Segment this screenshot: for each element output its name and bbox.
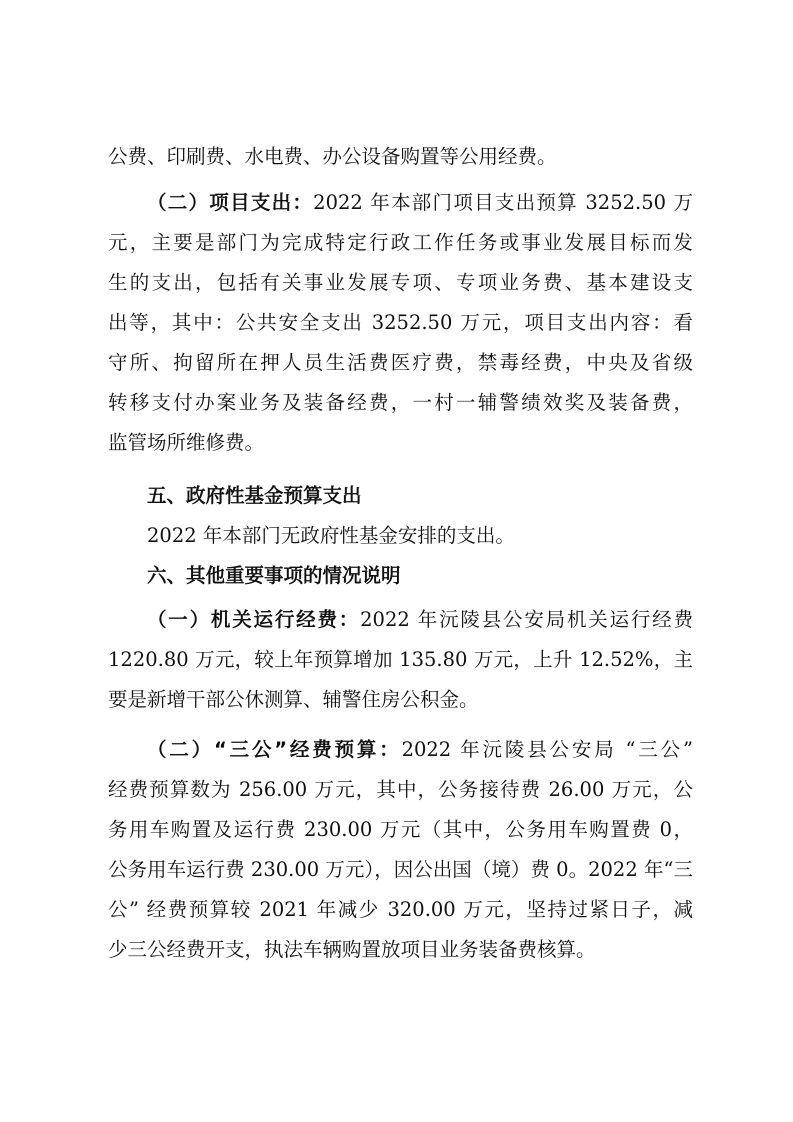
- paragraph-line: 转移支付办案业务及装备经费，一村一辅警绩效奖及装备费，: [108, 391, 693, 414]
- paragraph-line: 务用车购置及运行费 230.00 万元（其中，公务用车购置费 0，: [108, 818, 693, 841]
- paragraph-line: 元，主要是部门为完成特定行政工作任务或事业发展目标而发: [108, 231, 693, 254]
- paragraph-line: [147, 605, 693, 635]
- paragraph-line: 2022 年本部门无政府性基金安排的支出。: [147, 524, 515, 547]
- section-label: （一）机关运行经费：: [147, 608, 361, 631]
- paragraph-line: 1220.80 万元，较上年预算增加 135.80 万元，上升 12.52%，主: [108, 648, 693, 671]
- paragraph-line: 出等，其中：公共安全支出 3252.50 万元，项目支出内容：看: [108, 311, 693, 334]
- paragraph-line: 公务用车运行费 230.00 万元），因公出国（境）费 0。2022 年“三: [108, 858, 693, 881]
- paragraph-text: 2022 年本部门项目支出预算 3252.50 万: [313, 191, 693, 214]
- paragraph-line: 公” 经费预算较 2021 年减少 320.00 万元，坚持过紧日子，减: [108, 898, 693, 921]
- section-heading: 六、其他重要事项的情况说明: [147, 564, 401, 587]
- paragraph-line: 公费、印刷费、水电费、办公设备购置等公用经费。: [108, 145, 557, 168]
- paragraph-line: [147, 188, 693, 218]
- section-heading: 五、政府性基金预算支出: [147, 484, 362, 507]
- paragraph-line: [147, 735, 693, 765]
- paragraph-line: 监管场所维修费。: [108, 431, 265, 454]
- section-label: （二）项目支出：: [147, 191, 314, 214]
- paragraph-line: 生的支出，包括有关事业发展专项、专项业务费、基本建设支: [108, 271, 693, 294]
- section-label: （二）“三公”经费预算：: [147, 738, 402, 761]
- paragraph-line: 少三公经费开支，执法车辆购置放项目业务装备费核算。: [108, 938, 596, 961]
- paragraph-line: 守所、拘留所在押人员生活费医疗费，禁毒经费，中央及省级: [108, 351, 693, 374]
- paragraph-line: 经费预算数为 256.00 万元，其中，公务接待费 26.00 万元，公: [108, 778, 693, 801]
- paragraph-text: 2022 年沅陵县公安局机关运行经费: [360, 608, 693, 631]
- paragraph-line: 要是新增干部公休测算、辅警住房公积金。: [108, 688, 479, 711]
- paragraph-text: 2022 年沅陵县公安局 “三公”: [401, 738, 693, 761]
